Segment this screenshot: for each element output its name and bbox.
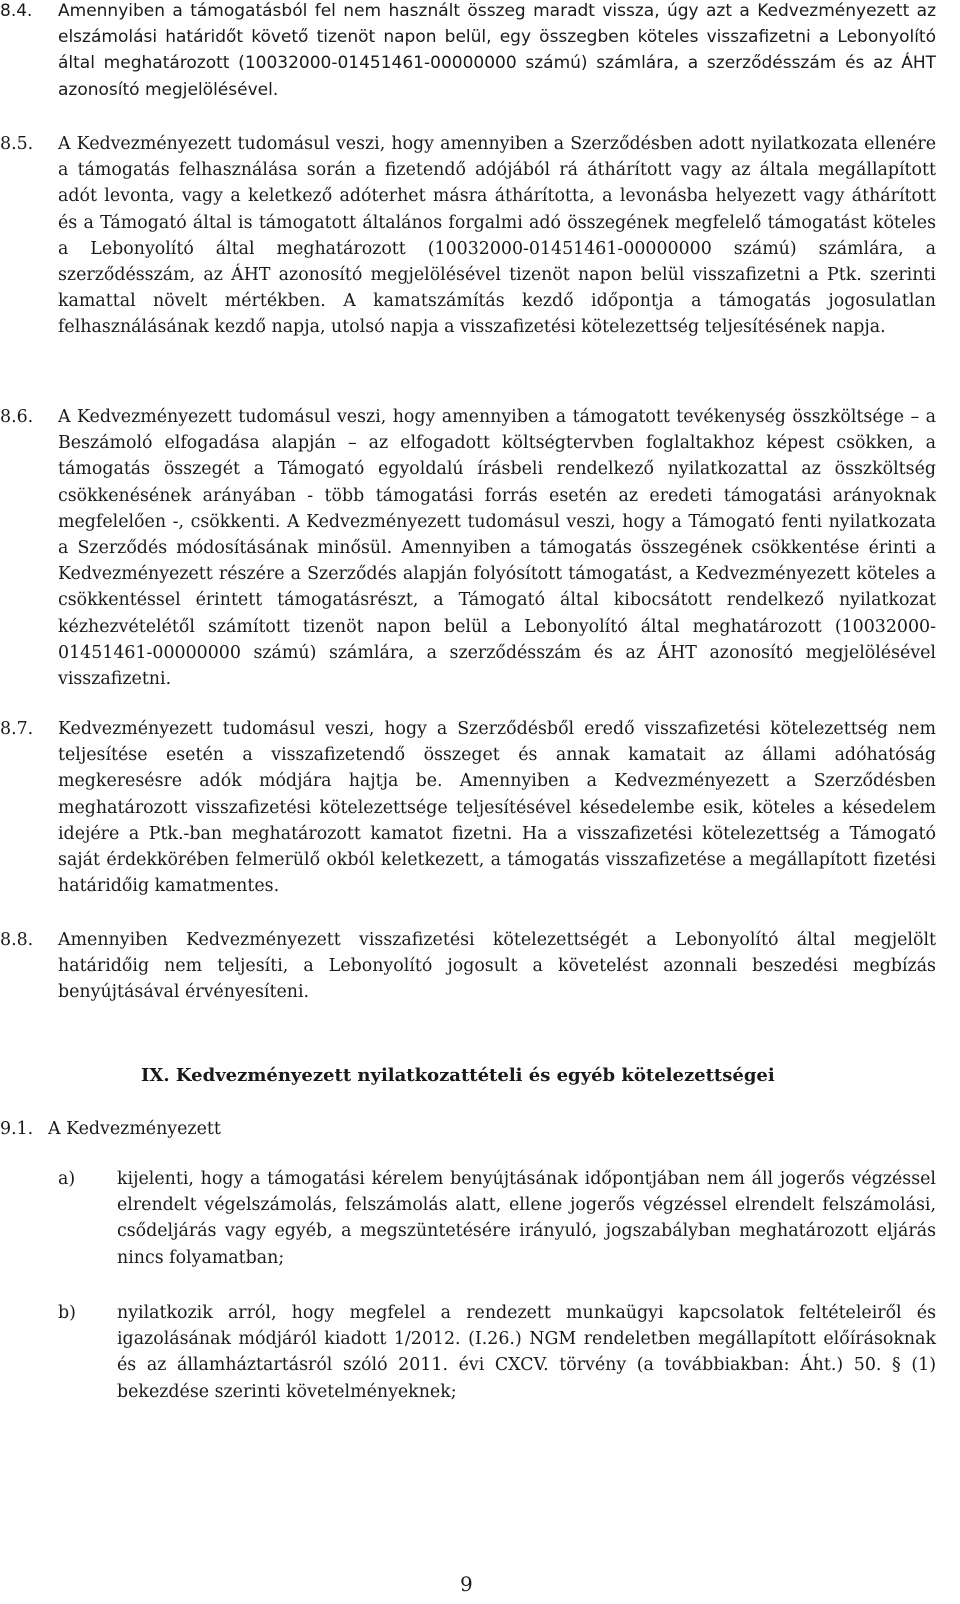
list-item-letter: a): [58, 1169, 76, 1189]
paragraph-8-8: [0, 927, 936, 1006]
list-item-b: [0, 1300, 936, 1405]
paragraph-number: 8.6.: [0, 407, 34, 427]
section-number: 9.1.: [0, 1119, 34, 1139]
paragraph-8-7: [0, 716, 936, 899]
paragraph-text: Amennyiben Kedvezményezett visszafizetési kötelezettségét a Lebonyolító által megjelölt határidőig nem teljesíti, a Lebonyolító jogosult a követelést azonnali beszedési megbízás benyújtásával érvényesíteni.: [58, 930, 936, 1003]
section-9-1: [0, 1116, 221, 1142]
section-heading: IX. Kedvezményezett nyilatkozattételi és egyéb kötelezettségei: [141, 1065, 775, 1086]
paragraph-8-4: [0, 0, 936, 103]
paragraph-text: Amennyiben a támogatásból fel nem használt összeg maradt vissza, úgy azt a Kedvezményezett az elszámolási határidőt követő tizenöt napon belül, egy összegben köteles visszafizetni a Lebonyolító által meghatározott (10032000-01451461-00000000 számú) számlára, a szerződésszám és az ÁHT azonosító megjelölésével.: [58, 1, 936, 100]
list-item-text: nyilatkozik arról, hogy megfelel a rendezett munkaügyi kapcsolatok feltételeiről és igazolásának módjáról kiadott 1/2012. (I.26.) NGM rendeletben megállapított előírásoknak és az államháztartásról szóló 2011. évi CXCV. törvény (a továbbiakban: Áht.) 50. § (1) bekezdése szerinti követelményeknek;: [117, 1303, 936, 1402]
paragraph-text: A Kedvezményezett tudomásul veszi, hogy amennyiben a Szerződésben adott nyilatkozata ellenére a támogatás felhasználása során a fizetendő adójából rá áthárított vagy az általa megállapított adót levonta, vagy a keletkező adóterhet másra áthárította, a levonásba helyezett vagy áthárított és a Támogató által is támogatott általános forgalmi adó összegének megfelelő támogatást köteles a Lebonyolító által meghatározott (10032000-01451461-00000000 számú) számlára, a szerződésszám, az ÁHT azonosító megjelölésével tizenöt napon belül visszafizetni a Ptk. szerinti kamattal növelt mértékben. A kamatszámítás kezdő időpontja a támogatás jogosulatlan felhasználásának kezdő napja, utolsó napja a visszafizetési kötelezettség teljesítésének napja.: [58, 134, 936, 338]
paragraph-text: A Kedvezményezett tudomásul veszi, hogy amennyiben a támogatott tevékenység összköltsége – a Beszámoló elfogadása alapján – az elfogadott költségtervben foglaltakhoz képest csökken, a támogatás összegét a Támogató egyoldalú írásbeli rendelkező nyilatkozattal az összköltség csökkenésének arányában - több támogatási forrás esetén az eredeti támogatási arányoknak megfelelően -, csökkenti. A Kedvezményezett tudomásul veszi, hogy a Támogató fenti nyilatkozata a Szerződés módosításának minősül. Amennyiben a támogatás összegének csökkentése érinti a Kedvezményezett részére a Szerződés alapján folyósított támogatást, a Kedvezményezett köteles a csökkentéssel érintett támogatásrészt, a Támogató által kibocsátott rendelkező nyilatkozat kézhezvételétől számított tizenöt napon belül a Lebonyolító által meghatározott (10032000-01451461-00000000 számú) számlára, a szerződésszám és az ÁHT azonosító megjelölésével visszafizetni.: [58, 407, 936, 690]
list-item-a: [0, 1166, 936, 1271]
paragraph-number: 8.7.: [0, 719, 34, 739]
list-item-text: kijelenti, hogy a támogatási kérelem benyújtásának időpontjában nem áll jogerős végzéssel elrendelt végelszámolás, felszámolás alatt, ellene jogerős végzéssel elrendelt felszámolási, csődeljárás vagy egyéb, a megszüntetésére irányuló, jogszabályban meghatározott eljárás nincs folyamatban;: [117, 1169, 936, 1268]
list-item-letter: b): [58, 1303, 76, 1323]
page-number: 9: [460, 1572, 473, 1596]
paragraph-text: Kedvezményezett tudomásul veszi, hogy a Szerződésből eredő visszafizetési kötelezettség nem teljesítése esetén a visszafizetendő összeget és annak kamatait az állami adóhatóság megkeresésre adók módjára hajtja be. Amennyiben a Kedvezményezett a Szerződésben meghatározott visszafizetési kötelezettsége teljesítésével késedelembe esik, köteles a késedelem idejére a Ptk.-ban meghatározott kamatot fizetni. Ha a visszafizetési kötelezettség a Támogató saját érdekkörében felmerülő okból keletkezett, a támogatás visszafizetése a megállapított fizetési határidőig kamatmentes.: [58, 719, 936, 897]
paragraph-8-6: [0, 404, 936, 692]
paragraph-number: 8.5.: [0, 134, 34, 154]
section-text: A Kedvezményezett: [48, 1119, 221, 1139]
paragraph-number: 8.8.: [0, 930, 34, 950]
paragraph-8-5: [0, 131, 936, 341]
paragraph-number: 8.4.: [0, 1, 33, 21]
